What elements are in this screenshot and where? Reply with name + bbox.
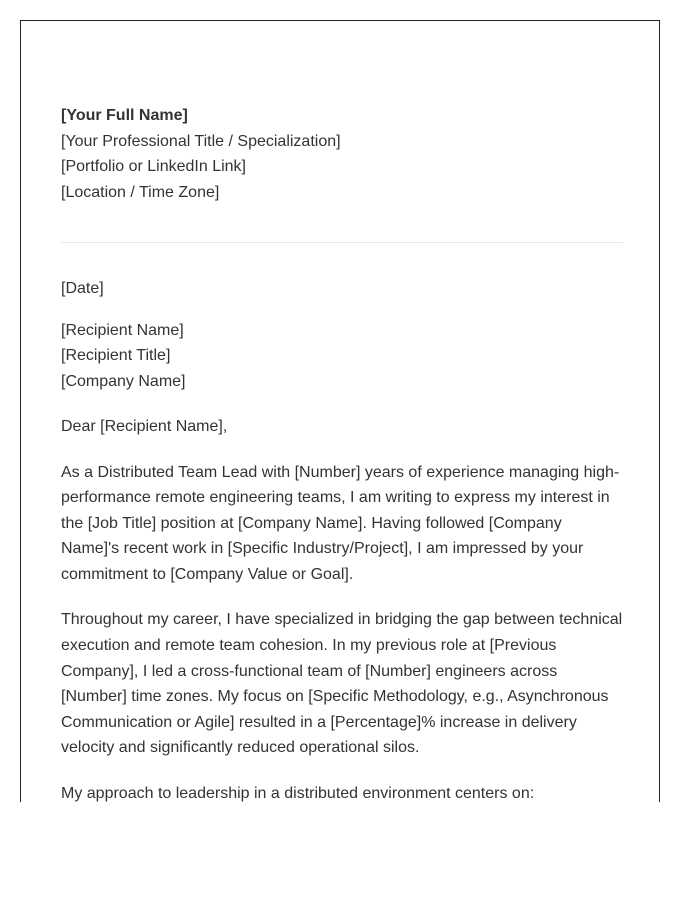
sender-link: [Portfolio or LinkedIn Link] (61, 158, 246, 175)
recipient-company: [Company Name] (61, 372, 186, 390)
body-paragraph-experience: Throughout my career, I have specialized in bridging the gap between technical execution and remote team cohesion. In my previous role at [Previous Company], I led a cross-functional team of [Number] engineers across [Number] time zones. My focus on [Specific Methodology, e.g., Asynchronous Communication or Agile] resulted in a [Percentage]% increase in delivery velocity and significantly reduced operational silos. (61, 611, 623, 757)
body-paragraph-intro: As a Distributed Team Lead with [Number] years of experience managing high-performance remote engineering teams, I am writing to express my interest in the [Job Title] position at [Company Name]. Having followed [Company Name]'s recent work in [Specific Industry/Project], I am impressed by your commitment to [Company Value or Goal]. (61, 463, 620, 583)
section-divider (61, 242, 623, 243)
sender-name: [Your Full Name] (61, 107, 188, 124)
recipient-name: [Recipient Name] (61, 321, 184, 339)
letter-content (61, 103, 623, 802)
salutation: Dear [Recipient Name], (61, 418, 228, 435)
recipient-block (61, 318, 623, 395)
sender-location: [Location / Time Zone] (61, 183, 220, 201)
sender-block (61, 103, 623, 205)
sender-title: [Your Professional Title / Specialization] (61, 132, 341, 150)
body-paragraph-approach: My approach to leadership in a distributed environment centers on: (61, 785, 535, 802)
recipient-title: [Recipient Title] (61, 347, 171, 364)
letter-page (20, 20, 660, 802)
letter-date: [Date] (61, 280, 104, 297)
